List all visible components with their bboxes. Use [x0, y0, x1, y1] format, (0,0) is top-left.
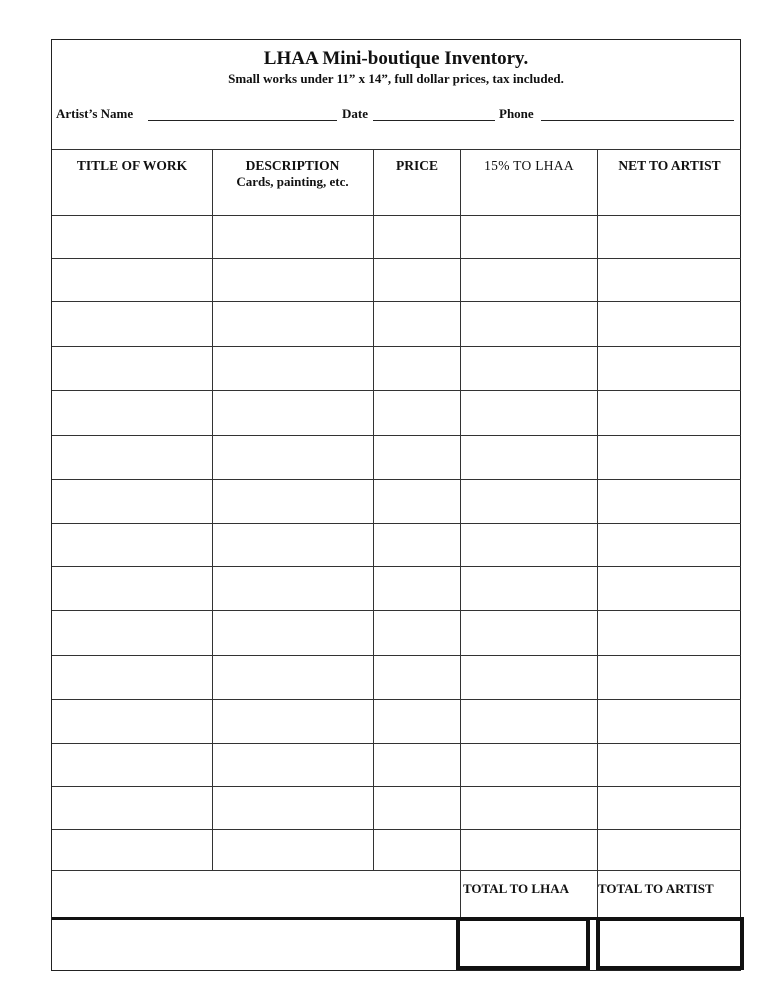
- table-row[interactable]: [52, 566, 741, 567]
- table-row[interactable]: [52, 870, 741, 871]
- table-row[interactable]: [52, 610, 741, 611]
- table-row[interactable]: [52, 215, 741, 216]
- table-row[interactable]: [52, 829, 741, 830]
- date-field[interactable]: [373, 120, 495, 121]
- table-row[interactable]: [52, 258, 741, 259]
- table-row[interactable]: [52, 743, 741, 744]
- total-to-artist-label: TOTAL TO ARTIST: [598, 881, 714, 896]
- column-header-title-of-work: TITLE OF WORK: [76, 158, 188, 173]
- table-row[interactable]: [52, 346, 741, 347]
- table-row[interactable]: [52, 699, 741, 700]
- table-row[interactable]: [52, 435, 741, 436]
- inventory-form: [51, 39, 741, 971]
- column-divider: [373, 150, 374, 870]
- total-to-artist-box[interactable]: [596, 917, 744, 970]
- artist-name-label: Artist’s Name: [56, 106, 134, 121]
- column-header-price: PRICE: [395, 158, 438, 173]
- column-divider: [460, 150, 461, 917]
- column-divider: [212, 150, 213, 870]
- table-row[interactable]: [52, 390, 741, 391]
- column-header-15-to-lhaa: 15% TO LHAA: [484, 158, 574, 173]
- table-top-border: [52, 149, 741, 150]
- table-row[interactable]: [52, 301, 741, 302]
- total-to-lhaa-box[interactable]: [456, 917, 590, 970]
- table-row[interactable]: [52, 655, 741, 656]
- column-header-net-to-artist: NET TO ARTIST: [618, 158, 721, 173]
- table-row[interactable]: [52, 479, 741, 480]
- phone-field[interactable]: [541, 120, 734, 121]
- table-row[interactable]: [52, 786, 741, 787]
- table-row[interactable]: [52, 523, 741, 524]
- column-header-description: DESCRIPTION Cards, painting, etc.: [236, 158, 349, 189]
- total-to-lhaa-label: TOTAL TO LHAA: [463, 881, 569, 896]
- form-subtitle: Small works under 11” x 14”, full dollar prices, tax included.: [228, 71, 564, 86]
- column-divider: [597, 150, 598, 917]
- date-label: Date: [342, 106, 368, 121]
- phone-label: Phone: [499, 106, 534, 121]
- form-title: LHAA Mini-boutique Inventory.: [263, 48, 529, 69]
- artist-name-field[interactable]: [148, 120, 337, 121]
